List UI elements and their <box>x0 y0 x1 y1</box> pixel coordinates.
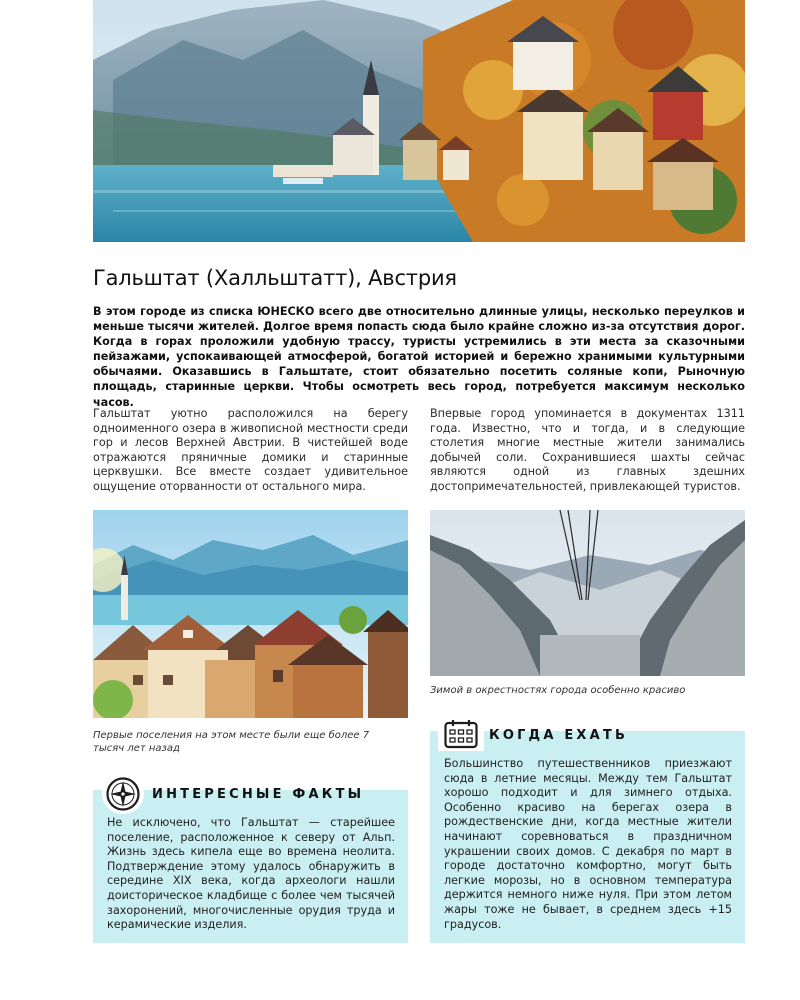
body-column-left: Гальштат уютно расположился на берегу одноименного озера в живописной местности среди гор и лесов Верхней Австрии. В чистейшей воде отражаются пряничные домики и старинные церквушки. Все вместе создает удивительное ощущение оторванности от остального мира. <box>93 407 408 493</box>
article-lead: В этом городе из списка ЮНЕСКО всего две относительно длинные улицы, несколько переулков и меньше тысячи жителей. Долгое время попасть сюда было крайне сложно из-за отсутствия дорог. Когда в горах проложили удобную трассу, туристы устремились в эти места за сказочными пейзажами, успокаивающей атмосферой, богатой историей и бережно хранимыми культурными обычаями. Оказавшись в Гальштате, стоит обязательно посетить соляные копи, Рыночную площадь, старинные церкви. Чтобы осмотреть весь город, потребуется максимум несколько часов. <box>93 305 745 409</box>
winter-mountains-photo <box>430 510 745 676</box>
when-to-go-text: Большинство путешественников приезжают сюда в летние месяцы. Между тем Гальштат хорошо подходит и для зимнего отдыха. Особенно красиво на берегах озера в рождественские дни, когда местные жители начинают соревноваться в праздничном украшении своих домов. С декабря по март в городе достаточно комфортно, могут быть легкие морозы, но в основном температура держится немного ниже нуля. При этом летом жары тоже не бывает, в среднем здесь +15 градусов. <box>444 757 732 931</box>
hero-photo <box>93 0 745 242</box>
body-column-right: Впервые город упоминается в документах 1311 года. Известно, что и тогда, и в следующие столетия многие местные жители занимались добычей соли. Сохранившиеся шахты сейчас являются одной из главных здешних достопримечательностей, привлекающей туристов. <box>430 407 745 493</box>
calendar-badge <box>438 717 484 751</box>
article-title: Гальштат (Халльштатт), Австрия <box>93 266 457 290</box>
compass-badge <box>102 774 144 814</box>
caption-left: Первые поселения на этом месте были еще более 7 тысяч лет назад <box>93 730 370 754</box>
facts-text: Не исключено, что Гальштат — старейшее поселение, расположенное к северу от Альп. Жизнь здесь кипела еще во времена неолита. Подтверждение этому удалось обнаружить в середине XIX века, когда археологи нашли доисторическое кладбище с более чем тысячей захоронений, многочисленные орудия труда и керамические изделия. <box>107 816 395 932</box>
village-lake-photo <box>93 510 408 718</box>
compass-icon <box>105 776 141 812</box>
when-to-go-heading: КОГДА ЕХАТЬ <box>489 728 629 743</box>
calendar-icon <box>444 719 478 749</box>
caption-right: Зимой в окрестностях города особенно красиво <box>430 685 686 696</box>
facts-heading: ИНТЕРЕСНЫЕ ФАКТЫ <box>152 787 365 802</box>
